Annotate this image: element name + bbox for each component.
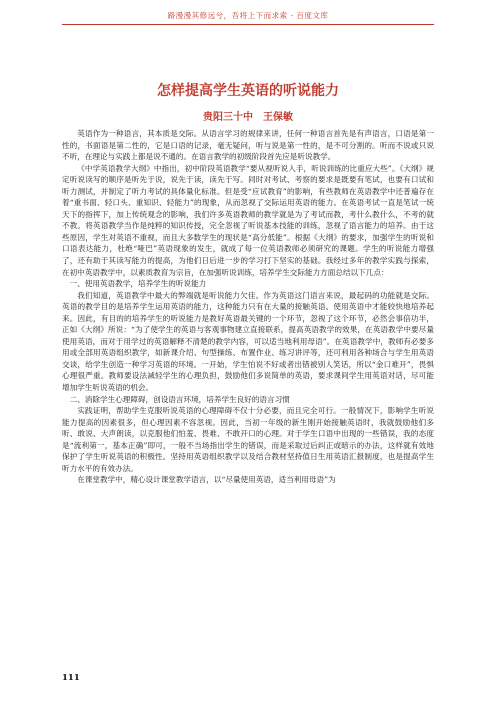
article-author: 贵阳三十中 王保敏 (203, 112, 293, 123)
paragraph: 英语作为一种语言，其本质是交际。从语言学习的规律来讲，任何一种语言首先是有声语言，口语是第一性的，书面语是第二性的，它是口语的记录，毫无疑问，听与说是第一性的，是不可分割的。听而不说或只说不听，在理论与实践上都是说不通的。在语言教学的初级阶段首先应是听说教学。 (62, 129, 434, 162)
article-body (62, 128, 434, 486)
header-divider (62, 24, 434, 25)
header-note: 路漫漫其修远兮，吾将上下而求索 - 百度文库 (167, 11, 329, 20)
page-number: 111 (62, 673, 80, 683)
paragraph: 在课堂教学中，精心设计课堂教学语言，以“尽量使用英语，适当利用母语”为 (77, 475, 336, 485)
paragraph: 我们知道，英语教学中最大的弊端就是听说能力欠佳。作为英语这门语言来说，最起码的功能就是交际。英语的教学目的是培养学生运用英语的能力，这种能力只有在大量的接触英语、使用英语中才能较快地培养起来。因此，有目的的培养学生的听说能力是教好英语最关键的一个环节，忽视了这个环节，必然会事倍功半，正如《大纲》所说：“为了使学生的英语与客观事物建立直接联系，提高英语教学的效果，在英语教学中要尽量使用英语，而对于用学过的英语解释不清楚的教学内容，可以适当地利用母语”。在英语教学中，教师有必要多用或全部用英语组织教学，如新课介绍、句型操练、布置作业、练习讲评等，还可利用各种场合与学生用英语交谈，给学生创造一种学习英语的环境。一开始，学生怕说不好或者出错被别人笑话，所以“金口难开”，畏惧心理很严重。教师要设法减轻学生的心理负担，鼓励他们多说简单的英语，要求课间学生用英语对话，尽可能增加学生听说英语的机会。 (62, 290, 434, 393)
article-title: 怎样提高学生英语的听说能力 (157, 83, 339, 99)
section-heading: 二、消除学生心理障碍，创设语言环境，培养学生良好的语言习惯 (69, 394, 290, 404)
paragraph: 实践证明，帮助学生克服听说英语的心理障碍不仅十分必要，而且完全可行。一般情况下，影响学生听说能力提高的因素很多，但心理因素不容忽视。因此，当初一年级的新生刚开始接触英语时，我就鼓励他们多听、敢说、大声朗读，以克服他们怕羞、畏难、不敢开口的心理。对于学生口语中出现的一些错误，我的态度是“流利第一，基本正确”即可，一般不当场指出学生的错误，而是采取过后纠正或暗示的办法，这样就有效地保护了学生听说英语的积极性。坚持用英语组织教学以及结合教材坚持值日生用英语汇报制度，也是提高学生听力水平的有效办法。 (62, 406, 434, 473)
paragraph: 《中学英语教学大纲》中指出，初中阶段英语教学“要从视听说入手，听说训练的比重应大些”。《大纲》规定听说读写的顺序是听先于说，说先于读，读先于写。同时对考试、考察的要求是既要有笔试，也要有口试和听力测试，并制定了听力考试的具体量化标准。但是受“应试教育”的影响，有些教师在英语教学中还普遍存在着“重书面、轻口头、重知识、轻能力”的现象，从而忽视了交际运用英语的能力。在英语考试一直是笔试一统天下的指挥下，加上传统观念的影响，我们许多英语教师的教学就是为了考试而教，考什么教什么，不考的就不教。将英语教学当作是纯粹的知识传授，完全忽视了听说基本技能的训练，忽视了语言能力的培养。由于这些原因，学生对英语不重视，而且大多数学生的现状是“高分低能”。根据《大纲》的要求，加强学生的听说和口语表达能力，杜绝“哑巴”英语现象的发生，就成了每一位英语教师必须研究的课题。学生的听说能力增强了，还有助于其读写能力的提高，为他们日后进一步的学习打下坚实的基础。我经过多年的教学实践与探索，在初中英语教学中，以素质教育为宗旨，在加强听说训练，培养学生交际能力方面总结以下几点： (62, 163, 434, 277)
section-heading: 一、使用英语教学，培养学生的听说能力 (69, 279, 207, 289)
